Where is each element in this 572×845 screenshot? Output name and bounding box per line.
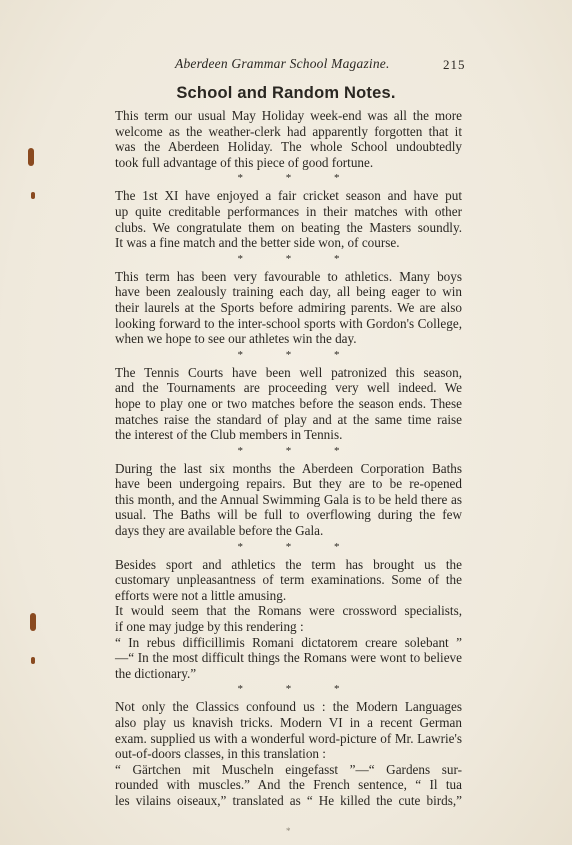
paragraph-translations	[115, 762, 462, 809]
article-title: School and Random Notes.	[176, 84, 396, 102]
text-line: efforts were not a little amusing.	[115, 587, 287, 603]
text-line: exam. supplied us with a wonderful word-picture of Mr. Lawrie's	[115, 730, 462, 746]
text-line: During the last six months the Aberdeen Corporation Baths	[115, 460, 462, 476]
text-line: this month, and the Annual Swimming Gala is to be held there as	[115, 491, 462, 507]
text-line: Besides sport and athletics the term has brought us the	[115, 556, 462, 572]
binding-mark	[31, 657, 35, 664]
section-separator: * * *	[237, 252, 360, 265]
paragraph-cricket	[115, 188, 462, 250]
text-line: Not only the Classics confound us : the Modern Languages	[115, 699, 462, 715]
paragraph-baths	[115, 461, 462, 539]
section-separator: * * *	[237, 540, 360, 553]
text-line: welcome as the weather-clerk had apparently forgotten that it	[115, 123, 462, 139]
text-line: The 1st XI have enjoyed a fair cricket season and have put	[115, 188, 462, 204]
text-line: looking forward to the inter-school sports with Gordon's College,	[115, 315, 462, 331]
text-line: if one may judge by this rendering :	[115, 619, 304, 635]
page-header	[0, 56, 572, 74]
paragraph-modern-languages	[115, 699, 462, 761]
text-line: usual. The Baths will be full to overflowing during the few	[115, 507, 462, 523]
text-line: was the Aberdeen Holiday. The whole School undoubtedly	[115, 139, 462, 155]
text-line: matches raise the standard of play and at the same time raise	[115, 411, 462, 427]
binding-mark	[31, 192, 35, 199]
article-body	[115, 108, 462, 809]
text-line: les vilains oiseaux,” translated as “ He killed the cute birds,”	[115, 792, 462, 808]
text-line: —“ In the most difficult things the Romans were wont to believe	[115, 650, 462, 666]
text-line: rounded with muscles.” And the French sentence, “ Il tua	[115, 777, 462, 793]
binding-mark	[30, 613, 36, 631]
text-line: hope to play one or two matches before the season ends. These	[115, 395, 462, 411]
running-title: Aberdeen Grammar School Magazine.	[175, 56, 390, 71]
paragraph-latin-quote	[115, 635, 462, 682]
binding-mark	[28, 148, 34, 166]
paragraph-romans	[115, 603, 462, 634]
section-separator: * * *	[237, 683, 360, 696]
text-line: when we hope to see our athletes win the day.	[115, 331, 357, 347]
text-line: out-of-doors classes, in this translation :	[115, 746, 326, 762]
text-line: It would seem that the Romans were crossword specialists,	[115, 603, 462, 619]
text-line: up quite creditable performances in their matches with other	[115, 203, 462, 219]
paragraph-may-holiday	[115, 108, 462, 170]
section-separator: * * *	[237, 444, 360, 457]
page-number: 215	[443, 57, 466, 72]
text-line: clubs. We congratulate them on beating the Masters soundly.	[115, 219, 462, 235]
text-line: also play us knavish tricks. Modern VI in a recent German	[115, 715, 462, 730]
text-line: and the Tournaments are proceeding very well indeed. We	[115, 380, 462, 396]
text-line: have been zealously training each day, all being eager to win	[115, 284, 462, 300]
section-separator: * * *	[237, 172, 360, 185]
text-line: have been undergoing repairs. But they are to be re-opened	[115, 476, 462, 492]
text-line: the interest of the Club members in Tennis.	[115, 427, 343, 443]
text-line: their laurels at the Sports before admiring parents. We are also	[115, 299, 462, 315]
section-separator: * * *	[237, 348, 360, 361]
paragraph-examinations	[115, 557, 462, 604]
text-line: “ In rebus difficillimis Romani dictatorem creare solebant ”	[115, 634, 462, 650]
text-line: “ Gärtchen mit Muscheln eingefasst ”—“ Gardens sur-	[115, 761, 462, 777]
text-line: The Tennis Courts have been well patronized this season,	[115, 364, 462, 380]
paragraph-tennis	[115, 365, 462, 443]
text-line: It was a fine match and the better side won, of course.	[115, 235, 400, 251]
text-line: This term has been very favourable to athletics. Many boys	[115, 268, 462, 284]
text-line: This term our usual May Holiday week-end was all the more	[115, 108, 462, 123]
text-line: customary unpleasantness of term examinations. Some of the	[115, 572, 462, 588]
footer-mark: *	[286, 826, 291, 836]
paragraph-athletics	[115, 269, 462, 347]
text-line: took full advantage of this piece of good fortune.	[115, 154, 374, 170]
text-line: the dictionary.”	[115, 665, 197, 681]
text-line: days they are available before the Gala.	[115, 523, 324, 539]
